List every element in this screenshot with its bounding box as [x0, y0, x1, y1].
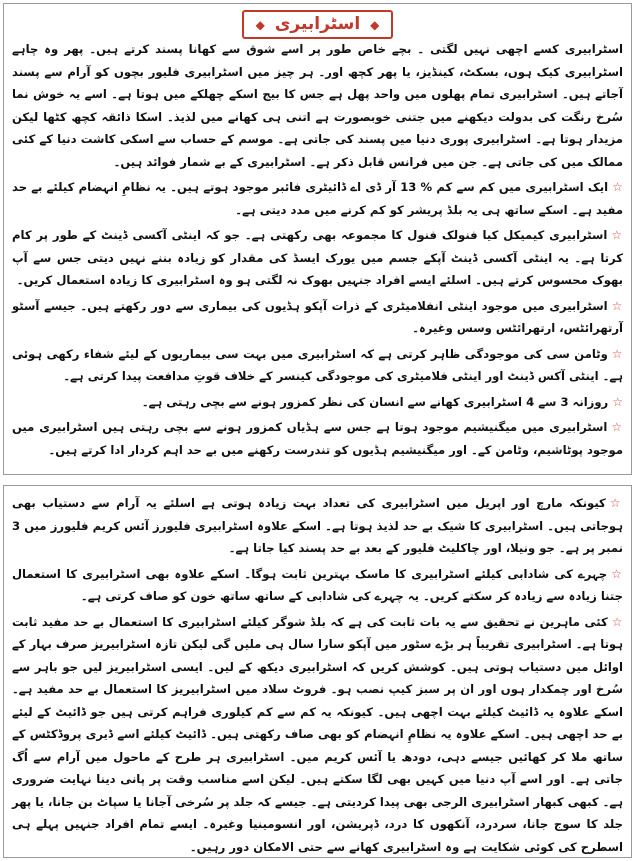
article-panel-bottom: [3, 485, 632, 858]
benefit-item: [12, 295, 623, 340]
star-bullet-icon: ☆: [611, 420, 623, 434]
star-bullet-icon: ☆: [611, 346, 623, 361]
benefit-text: ایک اسٹرابیری میں کم سے کم % 13 آر ڈی اے ڈائیٹری فائبر موجود ہوتے ہیں۔ یہ نظامِ انہضام کیلئے بے حد مفید ہے۔ اسکے ساتھ ہی یہ بلڈ پریشر کو کم کرنے میں مدد دیتی ہے۔: [12, 180, 623, 217]
ornament-left-icon: ◆: [255, 18, 265, 32]
continued-text: چہرے کی شادابی کیلئے اسٹرابیری کا ماسک بہترین ثابت ہوگا۔ اسکے علاوہ بھی اسٹرابیری کا استعمال جتنا زیادہ سے زیادہ کر سکتے کریں۔ یہ چہرے کی شادابی کے ساتھ ساتھ خون کو صاف کرتی ہے۔: [12, 566, 623, 603]
benefit-text: اسٹرابیری کیمیکل کیا فنولک فنول کا مجموعہ بھی رکھتی ہے۔ جو کہ اینٹی آکسی ڈینٹ کے طور پر کام کرتا ہے۔ یہ اینٹی آکسی ڈینٹ آپکے جسم میں یورک ایسڈ کی مقدار کو زیادہ بننے نہیں دیتی جس سے آپ بھوک محسوس کرتے ہیں۔ اسلئے ایسے افراد جنہیں بھوک نہ لگتی ہو وہ اسٹرابیری کا زیادہ استعمال کریں۔: [12, 228, 623, 287]
star-bullet-icon: ☆: [611, 298, 624, 313]
intro-paragraph: اسٹرابیری کسے اچھی نہیں لگتی ۔ بچے خاص طور پر اسے شوق سے کھانا پسند کرتے ہیں۔ پھر وہ چاہے اسٹرابیری کیک ہوں، بسکٹ، کینڈیز، یا پھر کچھ اور۔ ہر چیز میں اسٹرابیری فلیور بچوں کو آرام سے پسند آجاتے ہیں۔ اسٹرابیری تمام پھلوں میں واحد پھل ہے جس کا بیج اسکے چھلکے میں ہوتا ہے۔ اسے یہ خوش نما سُرخ رنگت کی بدولت دیکھنے میں جتنی خوبصورت ہے اتنی ہی کھانے میں لذیذ۔ اسکا ذائقہ کچھ کٹھا لیکن مزیدار ہوتا ہے۔ اسٹرابیری پوری دنیا میں پسند کی جاتی ہے۔ موسم کے حساب سے اسکی کاشت دنیا کے کئی ممالک میں کی جاتی ہے۔ جن میں فرانس قابل ذکر ہے۔ اسٹرابیری کے بے شمار فوائد ہیں۔: [12, 42, 623, 169]
star-bullet-icon: ☆: [611, 566, 623, 581]
article-body-top: [4, 38, 631, 461]
ornament-right-icon: ◆: [370, 18, 380, 32]
continued-item: [12, 563, 623, 608]
continued-item: [12, 492, 623, 560]
star-bullet-icon: ☆: [612, 180, 623, 194]
benefit-text: وٹامن سی کی موجودگی ظاہر کرتی ہے کہ اسٹرابیری میں بہت سی بیماریوں کے لیئے شفاء رکھی ہوئی ہے۔ اینٹی آکس ڈینٹ اور اینٹی فلامیٹری کی موجودگی کینسر کے خلاف قوتِ مدافعت پیدا کرتی ہے۔: [12, 346, 623, 383]
star-bullet-icon: ☆: [609, 496, 623, 510]
benefit-item: [12, 416, 623, 461]
benefit-text: اسٹرابیری میں موجود اینٹی انفلامیٹری کے ذرات آپکو ہڈیوں کی بیماری سے دور رکھتے ہیں۔ جیسے آسٹو آرتھرائٹس، ارتھرائٹس وسس وغیرہ۔: [12, 298, 623, 335]
star-bullet-icon: ☆: [612, 394, 623, 409]
title-bar: [4, 4, 631, 38]
continued-item: [12, 611, 623, 859]
benefit-item: [12, 176, 623, 221]
benefit-item: [12, 224, 623, 292]
article-body-bottom: [4, 486, 631, 858]
benefit-item: [12, 343, 623, 388]
article-title-box: [242, 10, 394, 39]
article-panel-top: [3, 3, 632, 475]
benefit-item: [12, 391, 623, 414]
article-title: اسٹرابیری: [274, 14, 361, 34]
star-bullet-icon: ☆: [611, 614, 623, 629]
continued-text: کیونکہ مارچ اور اپریل میں اسٹرابیری کی تعداد بہت زیادہ ہوتی ہے اسلئے یہ آرام سے دستیاب بھی ہوجاتی ہیں۔ اسٹرابیری کا شیک بے حد لذیذ ہوتا ہے۔ اسکے علاوہ اسٹرابیری فلیورز آئس کریم فلیورز میں 3 نمبر پر ہے۔ جو ونیلا، اور چاکلیٹ فلیور کے بعد بے حد پسند کیا جاتا ہے۔: [12, 496, 623, 555]
star-bullet-icon: ☆: [611, 228, 623, 242]
benefit-text: اسٹرابیری میں میگنیشیم موجود ہوتا ہے جس سے ہڈیاں کمزور ہونے سے بچی رہتی ہیں اسٹرابیری میں موجود پوٹاشیم، وٹامن کے۔ اور میگنیشیم ہڈیوں کو تندرست رکھنے میں بے حد اہم کردار ادا کرتے ہیں۔: [12, 420, 623, 457]
continued-text: کئی ماہرین نے تحقیق سے یہ بات ثابت کی ہے کہ بلڈ شوگر کیلئے اسٹرابیری کا استعمال بے حد مفید ثابت ہوتا ہے۔ اسٹرابیری تقریباً ہر بڑے سٹور میں آپکو سارا سال ہی ملیں گی لیکن تازہ اسٹرابیریز صرف بہار کے اوائل میں دستیاب ہوتی ہیں۔ کوشش کریں کہ اسٹرابیری دیکھ کے لیں۔ ایسی اسٹرابیریز لیں جو باہر سے سُرخ اور چمکدار ہوں اور ان پر سبز کیپ نصب ہو۔ فروٹ سلاد میں اسٹرابیریز کا استعمال بے حد مفید ہے۔ اسکے علاوہ یہ ڈائیٹ کیلئے بہت اچھی ہیں۔ کیونکہ یہ کم سے کم کیلوری فراہم کرتی ہیں جو ڈائیٹ کے لیئے بے حد اچھی ہیں۔ اسکے علاوہ یہ نظامِ انہضام کو بھی صاف رکھتی ہیں۔ ڈائیٹ کیلئے اسے ڈیری پروڈکٹس کے ساتھ ملا کر کھائیں جیسے دہی، دودھ یا آئس کریم میں۔ اسٹرابیری ہر طرح کے ماحول میں آرام سے اُگ جاتی ہے۔ اور اسے آپ دنیا میں کہیں بھی لگا سکتے ہیں۔ لیکن اسے مناسب وقت پر پانی دینا نہایت ضروری ہے۔ کبھی کبھار اسٹرابیری الرجی بھی پیدا کردیتی ہے۔ جیسے کہ جلد پر سُرخی آجانا یا سپاٹ بن جانا، یا پھر جلد کا سوج جانا، سردرد، آنکھوں کا درد، ڈپریشن، اور انسومینیا وغیرہ۔ ایسے تمام افراد جنہیں پہلے ہی اسطرح کی کوئی شکایت ہے وہ اسٹرابیری کھانے سے حتی الامکان دور رہیں۔: [12, 614, 623, 854]
benefit-text: روزانہ 3 سے 4 اسٹرابیری کھانے سے انسان کی نظر کمزور ہونے سے بچی رہتی ہے۔: [141, 394, 609, 409]
